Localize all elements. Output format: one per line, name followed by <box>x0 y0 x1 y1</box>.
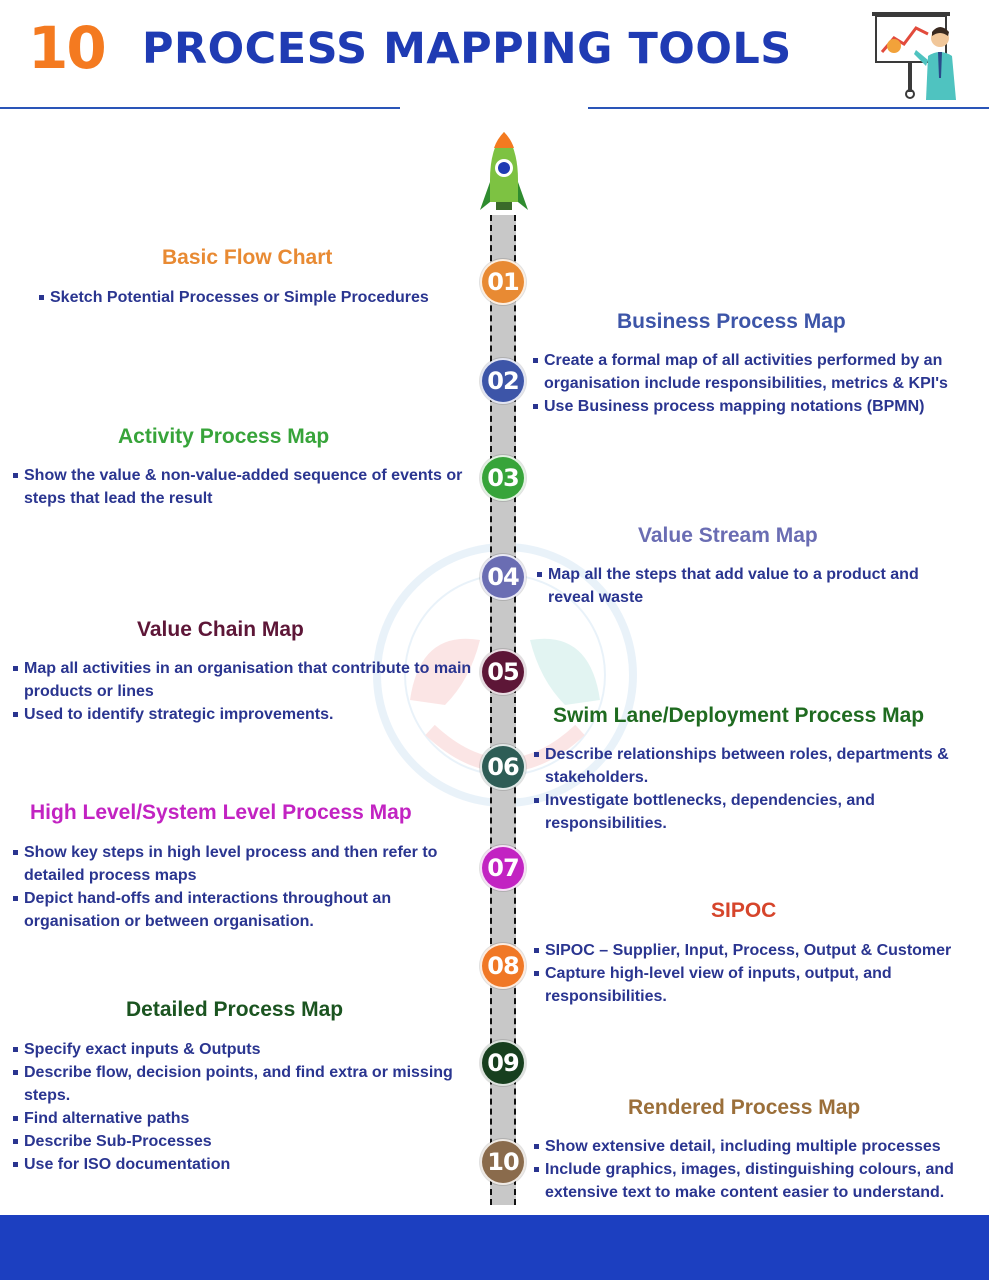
step-number-06: 06 <box>480 744 526 790</box>
step-title-09: Detailed Process Map <box>126 998 344 1021</box>
step-bullets-04 <box>536 563 956 609</box>
step-title-03: Activity Process Map <box>118 425 330 448</box>
step-bullets-02 <box>532 349 962 418</box>
step-number-03: 03 <box>480 455 526 501</box>
step-title-01: Basic Flow Chart <box>162 246 333 269</box>
step-bullets-07 <box>12 841 472 933</box>
step-title-07: High Level/System Level Process Map <box>30 801 412 824</box>
header-divider-left <box>0 107 400 109</box>
list-item: Use for ISO documentation <box>12 1153 474 1176</box>
title-number: 10 <box>28 14 105 82</box>
header <box>0 0 989 110</box>
step-number-07: 07 <box>480 845 526 891</box>
list-item: Create a formal map of all activities performed by an organisation include responsibilities, metrics & KPI's <box>532 349 962 395</box>
step-bullets-06 <box>533 743 978 835</box>
header-divider-right <box>588 107 989 109</box>
step-number-09: 09 <box>480 1040 526 1086</box>
step-bullets-05 <box>12 657 472 726</box>
list-item: Used to identify strategic improvements. <box>12 703 472 726</box>
step-bullets-08 <box>533 939 978 1008</box>
list-item: Use Business process mapping notations (BPMN) <box>532 395 962 418</box>
list-item: Capture high-level view of inputs, output, and responsibilities. <box>533 962 978 1008</box>
list-item: Show extensive detail, including multiple processes <box>533 1135 978 1158</box>
step-title-10: Rendered Process Map <box>628 1096 861 1119</box>
step-title-02: Business Process Map <box>617 310 846 333</box>
step-number-08: 08 <box>480 943 526 989</box>
step-number-02: 02 <box>480 358 526 404</box>
step-number-05: 05 <box>480 649 526 695</box>
list-item: Depict hand-offs and interactions throughout an organisation or between organisation. <box>12 887 472 933</box>
step-bullets-10 <box>533 1135 978 1204</box>
list-item: Sketch Potential Processes or Simple Procedures <box>38 286 468 309</box>
step-title-08: SIPOC <box>711 899 777 922</box>
rocket-icon <box>478 130 530 222</box>
step-bullets-03 <box>12 464 472 510</box>
list-item: Describe relationships between roles, departments & stakeholders. <box>533 743 978 789</box>
step-number-01: 01 <box>480 259 526 305</box>
list-item: Describe Sub-Processes <box>12 1130 474 1153</box>
list-item: Specify exact inputs & Outputs <box>12 1038 474 1061</box>
list-item: Show the value & non-value-added sequence of events or steps that lead the result <box>12 464 472 510</box>
footer-band <box>0 1215 989 1280</box>
step-bullets-01 <box>38 286 468 309</box>
list-item: Investigate bottlenecks, dependencies, and responsibilities. <box>533 789 978 835</box>
list-item: Find alternative paths <box>12 1107 474 1130</box>
step-title-06: Swim Lane/Deployment Process Map <box>553 704 925 727</box>
list-item: Show key steps in high level process and then refer to detailed process maps <box>12 841 472 887</box>
page-title: PROCESS MAPPING TOOLS <box>142 24 792 74</box>
presenter-icon <box>868 8 968 100</box>
step-number-10: 10 <box>480 1139 526 1185</box>
list-item: Map all activities in an organisation that contribute to main products or lines <box>12 657 472 703</box>
list-item: Describe flow, decision points, and find extra or missing steps. <box>12 1061 474 1107</box>
step-number-04: 04 <box>480 554 526 600</box>
list-item: Include graphics, images, distinguishing colours, and extensive text to make content easier to understand. <box>533 1158 978 1204</box>
list-item: Map all the steps that add value to a product and reveal waste <box>536 563 956 609</box>
step-bullets-09 <box>12 1038 474 1176</box>
list-item: SIPOC – Supplier, Input, Process, Output & Customer <box>533 939 978 962</box>
step-title-04: Value Stream Map <box>638 524 818 547</box>
step-title-05: Value Chain Map <box>137 618 304 641</box>
